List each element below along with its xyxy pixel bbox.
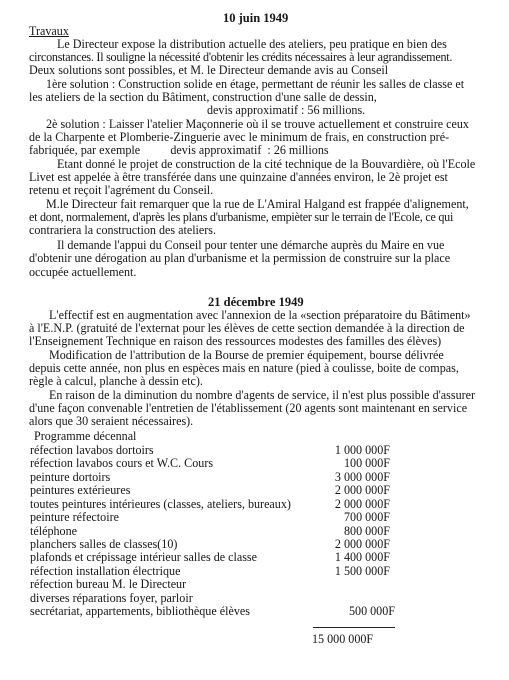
- total-divider: [313, 627, 395, 628]
- program-item-label: téléphone: [30, 524, 78, 538]
- section2-line: L'effectif est en augmentation avec l'annexion de la «section préparatoire du Bâtiment»: [49, 308, 471, 322]
- section1-line: devis approximatif : 56 millions.: [207, 103, 366, 117]
- program-item-amount: 500 000F: [348, 604, 395, 618]
- section1-line: occupée actuellement.: [29, 265, 137, 279]
- program-item-label: peintures extérieures: [30, 483, 131, 497]
- section2-line: d'une façon convenable l'entretien de l'établissement (20 agents sont maintenant en service: [29, 401, 468, 415]
- section1-heading: Travaux: [29, 24, 69, 38]
- section2-date: 21 décembre 1949: [208, 295, 304, 309]
- program-item-label: réfection lavabos dortoirs: [30, 443, 154, 457]
- section1-line: Le Directeur expose la distribution actuelle des ateliers, peu pratique en bien des: [57, 37, 447, 51]
- program-item-label: peinture dortoirs: [30, 470, 111, 484]
- section1-line: circonstances. Il souligne la nécessité d'obtenir les crédits nécessaires à leur agrandissement.: [29, 50, 453, 64]
- program-title: Programme décennal: [34, 429, 137, 443]
- program-item-amount: 1 400 000F: [334, 550, 390, 564]
- program-item-label: planchers salles de classes(10): [30, 537, 178, 551]
- program-item-label: peinture réfectoire: [30, 510, 119, 524]
- section1-line: contrariera la construction des ateliers.: [29, 223, 217, 237]
- program-item-label: toutes peintures intérieures (classes, ateliers, bureaux): [30, 497, 291, 511]
- program-item-label: réfection lavabos cours et W.C. Cours: [30, 456, 214, 470]
- section1-line: les ateliers de la section du Bâtiment, construction d'une salle de dessin,: [29, 90, 377, 104]
- program-item-amount: 1 000 000F: [334, 443, 390, 457]
- section1-line: 2è solution : Laisser l'atelier Maçonnerie où il se trouve actuellement et construire ceux: [46, 117, 469, 131]
- program-item-amount: 2 000 000F: [334, 497, 390, 511]
- section1-line: et dont, normalement, d'après les plans d'urbanisme, empièter sur le terrain de l'Ecole, ce qui: [29, 210, 454, 224]
- section1-line: M.le Directeur fait remarquer que la rue de L'Amiral Halgand est frappée d'alignement,: [46, 197, 469, 211]
- program-item-amount: 3 000 000F: [334, 470, 390, 484]
- program-item-label: diverses réparations foyer, parloir: [30, 591, 193, 605]
- section2-line: à l'E.N.P. (gratuité de l'externat pour les élèves de cette section demandée à la direction de: [29, 321, 465, 335]
- program-item-label: réfection installation électrique: [30, 564, 181, 578]
- program-item-amount: 100 000F: [343, 456, 390, 470]
- section2-line: règle à calcul, planche à dessin etc).: [29, 374, 203, 388]
- program-item-label: plafonds et crépissage intérieur salles de classe: [30, 550, 258, 564]
- section2-line: alors que 30 seraient nécessaires).: [29, 414, 194, 428]
- section1-line: 1ère solution : Construction solide en étage, permettant de réunir les salles de classe et: [46, 77, 465, 91]
- program-item-amount: 2 000 000F: [334, 537, 390, 551]
- program-total: 15 000 000F: [312, 632, 374, 646]
- section1-line: Livet est appelée à être transférée dans une quinzaine d'années environ, le 2è projet est: [29, 170, 448, 184]
- program-item-label: réfection bureau M. le Directeur: [30, 577, 187, 591]
- section1-line: retenu et reçoit l'agrément du Conseil.: [29, 183, 214, 197]
- section1-line: Il demande l'appui du Conseil pour tenter une démarche auprès du Maire en vue: [57, 238, 445, 252]
- section1-line: Etant donné le projet de construction de la cité technique de la Bouvardière, où l'Ecole: [57, 157, 476, 171]
- program-item-amount: 2 000 000F: [334, 483, 390, 497]
- section1-line: de la Charpente et Plomberie-Zinguerie avec le minimum de frais, en construction pré-: [29, 130, 450, 144]
- program-item-amount: 1 500 000F: [334, 564, 390, 578]
- section2-line: Modification de l'attribution de la Bourse de premier équipement, bourse délivrée: [49, 348, 444, 362]
- program-item-amount: 800 000F: [343, 524, 390, 538]
- section1-line: d'obtenir une dérogation au plan d'urbanisme et la permission de construire sur la place: [29, 251, 451, 265]
- section1-line: Deux solutions sont possibles, et M. le Directeur demande avis au Conseil: [29, 63, 389, 77]
- section1-line: fabriquée, par exemple devis approximatif : 26 millions: [29, 143, 329, 157]
- section2-line: l'Enseignement Technique en raison des ressources modestes des familles des élèves): [29, 334, 442, 348]
- section2-line: En raison de la diminution du nombre d'agents de service, il n'est plus possible d'assurer: [49, 388, 476, 402]
- program-item-label: secrétariat, appartements, bibliothèque élèves: [30, 604, 250, 618]
- section2-line: depuis cette année, non plus en espèces mais en nature (pied à coulisse, boite de compas,: [29, 361, 459, 375]
- section1-date: 10 juin 1949: [223, 11, 289, 25]
- program-item-amount: 700 000F: [343, 510, 390, 524]
